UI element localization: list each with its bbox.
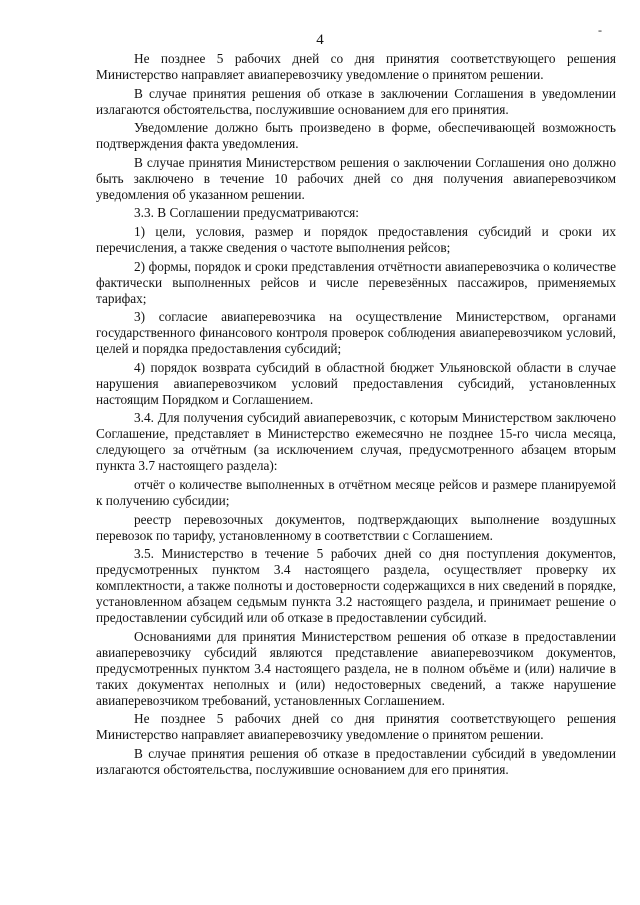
- section-heading: 3.3. В Соглашении предусматриваются:: [134, 205, 359, 221]
- paragraph: В случае принятия Министерством решения о заключении Соглашения оно должно быть заключено в течение 10 рабочих дней со дня получения авиаперевозчиком уведомления об указанном решении.: [96, 154, 616, 202]
- page-number: 4: [316, 32, 324, 48]
- document-body: [96, 51, 616, 781]
- paragraph: Уведомление должно быть произведено в форме, обеспечивающей возможность подтверждения факта уведомления.: [96, 120, 616, 152]
- corner-mark: -: [598, 23, 602, 37]
- paragraph: В случае принятия решения об отказе в заключении Соглашения в уведомлении излагаются обстоятельства, послужившие основанием для его принятия.: [96, 85, 616, 117]
- paragraph: Не позднее 5 рабочих дней со дня принятия соответствующего решения Министерство направляет авиаперевозчику уведомление о принятом решении.: [96, 51, 616, 82]
- paragraph: Не позднее 5 рабочих дней со дня принятия соответствующего решения Министерство направляет авиаперевозчику уведомление о принятом решении.: [96, 711, 616, 743]
- paragraph: отчёт о количестве выполненных в отчётном месяце рейсов и размере планируемой к получению субсидии;: [96, 476, 616, 508]
- paragraph: 3.5. Министерство в течение 5 рабочих дней со дня поступления документов, предусмотренных пунктом 3.4 настоящего раздела, осуществляет проверку их комплектности, а также полноты и достоверности содержащихся в них сведений в порядке, установленном абзацем седьмым пункта 3.2 настоящего раздела, и принимает решение о предоставлении субсидий или об отказе в предоставлении субсидий.: [96, 546, 616, 626]
- paragraph: В случае принятия решения об отказе в предоставлении субсидий в уведомлении излагаются обстоятельства, послужившие основанием для его принятия.: [96, 745, 616, 777]
- paragraph: Основаниями для принятия Министерством решения об отказе в предоставлении авиаперевозчику субсидий являются представление авиаперевозчиком документов, предусмотренных пунктом 3.4 настоящего раздела, не в полном объёме и (или) наличие в таких документах неполных и (или) недостоверных сведений, а также нарушение авиаперевозчиком требований, установленных Соглашением.: [96, 628, 616, 708]
- paragraph: реестр перевозочных документов, подтверждающих выполнение воздушных перевозок по тарифу, установленному в соответствии с Соглашением.: [96, 511, 616, 543]
- list-item: 1) цели, условия, размер и порядок предоставления субсидий и сроки их перечисления, а также сведения о частоте выполнения рейсов;: [96, 223, 616, 255]
- paragraph: 3.4. Для получения субсидий авиаперевозчик, с которым Министерством заключено Соглашение, представляет в Министерство ежемесячно не позднее 15-го числа месяца, следующего за отчётным (за исключением случая, предусмотренного абзацем вторым пункта 3.7 настоящего раздела):: [96, 410, 616, 474]
- list-item: 3) согласие авиаперевозчика на осуществление Министерством, органами государственного финансового контроля проверок соблюдения авиаперевозчиком условий, целей и порядка предоставления субсидий;: [96, 309, 616, 357]
- list-item: 2) формы, порядок и сроки представления отчётности авиаперевозчика о количестве фактически выполненных рейсов и числе перевезённых пассажиров, применяемых тарифах;: [96, 258, 616, 306]
- list-item: 4) порядок возврата субсидий в областной бюджет Ульяновской области в случае нарушения авиаперевозчиком условий предоставления субсидий, установленных настоящим Порядком и Соглашением.: [96, 359, 616, 407]
